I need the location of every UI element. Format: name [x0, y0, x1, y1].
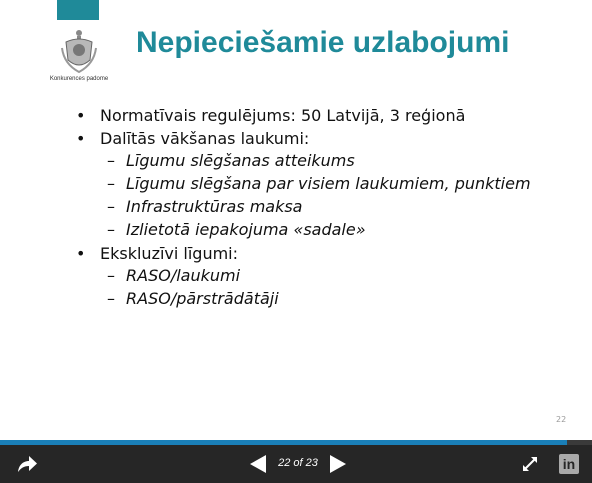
sub-bullet-text: Infrastruktūras maksa — [126, 197, 303, 216]
sub-bullet-item — [76, 220, 576, 239]
bullet-text: Dalītās vākšanas laukumi: — [100, 129, 310, 148]
sub-bullet-marker: – — [107, 220, 115, 239]
sub-bullet-marker: – — [107, 197, 115, 216]
sub-bullet-text: RASO/laukumi — [126, 266, 241, 285]
bullet-marker: • — [76, 129, 86, 148]
bullet-list — [76, 105, 576, 312]
bullet-marker: • — [76, 106, 86, 125]
logo — [40, 28, 118, 88]
slide-page-number: 22 — [556, 415, 567, 424]
triangle-right-icon[interactable] — [328, 454, 348, 474]
slide-title: Nepieciešamie uzlabojumi — [136, 26, 510, 59]
bullet-text: Ekskluzīvi līgumi: — [100, 244, 239, 263]
expand-icon[interactable] — [522, 456, 538, 472]
sub-bullet-item — [76, 174, 576, 193]
slide-counter: 22 of 23 — [278, 457, 318, 469]
coat-of-arms-icon — [60, 28, 98, 74]
sub-bullet-text: Līgumu slēgšana par visiem laukumiem, punktiem — [126, 174, 531, 193]
sub-bullet-marker: – — [107, 266, 115, 285]
bullet-item — [76, 243, 576, 266]
triangle-left-icon[interactable] — [248, 454, 268, 474]
bullet-text: Normatīvais regulējums: 50 Latvijā, 3 reģionā — [100, 106, 466, 125]
bullet-item — [76, 128, 576, 151]
bullet-marker: • — [76, 244, 86, 263]
sub-bullet-text: Līgumu slēgšanas atteikums — [126, 151, 355, 170]
sub-bullet-marker: – — [107, 289, 115, 308]
bullet-item — [76, 105, 576, 128]
player-toolbar — [0, 445, 592, 483]
sub-bullet-item — [76, 266, 576, 285]
sub-bullet-text: RASO/pārstrādātāji — [126, 289, 279, 308]
logo-text: Konkurences padome — [49, 76, 109, 82]
share-arrow-icon[interactable] — [16, 454, 38, 474]
sub-bullet-marker: – — [107, 174, 115, 193]
teal-accent-block — [57, 0, 99, 20]
sub-bullet-item — [76, 151, 576, 170]
sub-bullet-text: Izlietotā iepakojuma «sadale» — [126, 220, 366, 239]
linkedin-icon[interactable]: in — [559, 454, 579, 474]
sub-bullet-item — [76, 289, 576, 308]
sub-bullet-item — [76, 197, 576, 216]
sub-bullet-marker: – — [107, 151, 115, 170]
